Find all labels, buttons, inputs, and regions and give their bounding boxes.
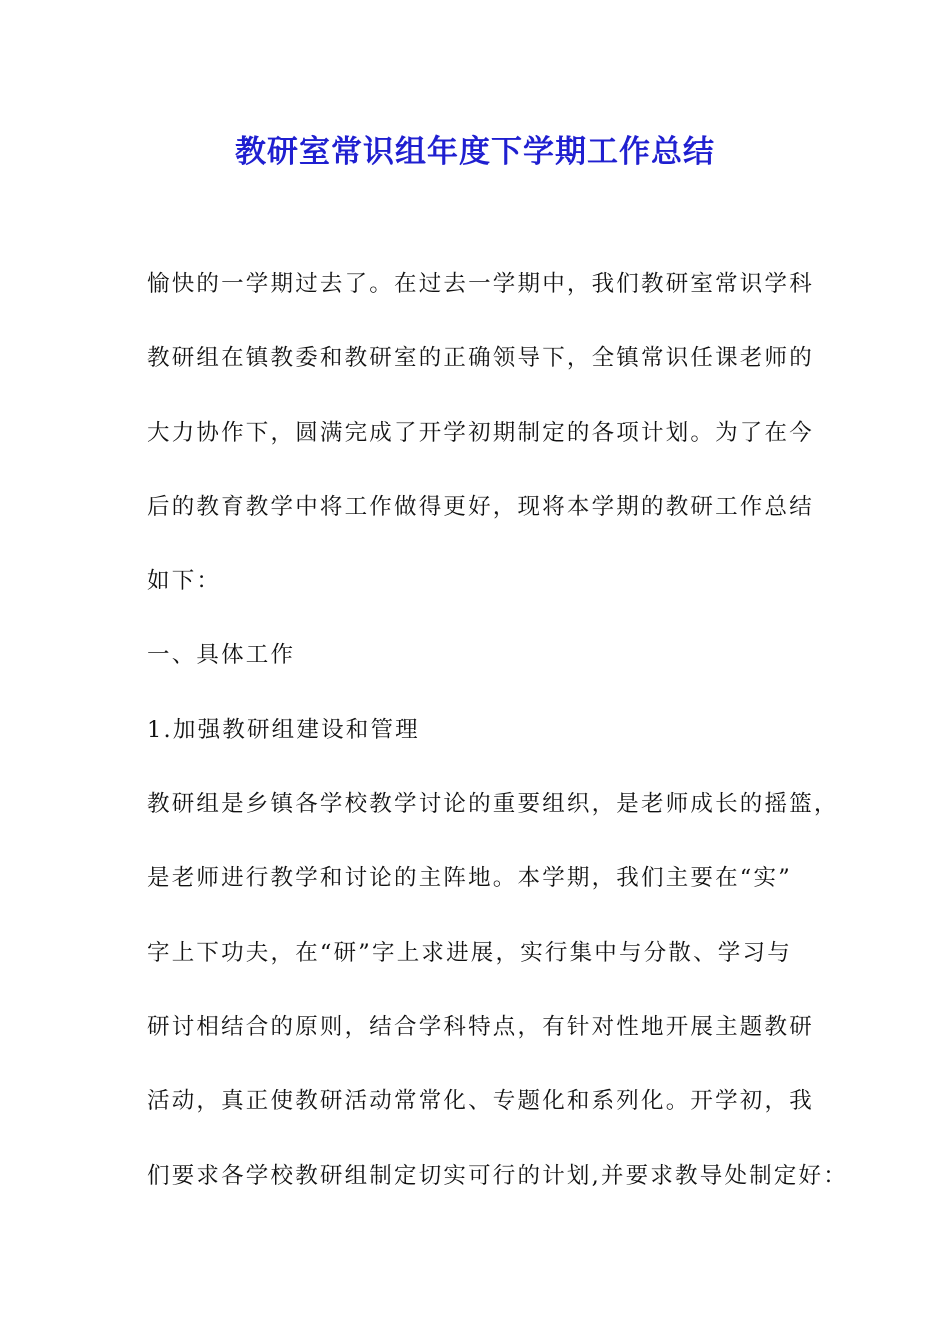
paragraph-line: 们要求各学校教研组制定切实可行的计划,并要求教导处制定好： — [147, 1162, 848, 1189]
paragraph-line: 如下： — [147, 568, 222, 595]
document-title: 教研室常识组年度下学期工作总结 — [235, 134, 715, 170]
paragraph-line: 后的教育教学中将工作做得更好，现将本学期的教研工作总结 — [147, 493, 814, 520]
paragraph-line: 研讨相结合的原则，结合学科特点，有针对性地开展主题教研 — [147, 1013, 814, 1040]
section-heading: 一、具体工作 — [147, 642, 296, 669]
paragraph-line: 是老师进行教学和讨论的主阵地。本学期，我们主要在“实” — [147, 865, 792, 892]
paragraph-line: 教研组是乡镇各学校教学讨论的重要组织，是老师成长的摇篮， — [147, 791, 839, 818]
paragraph-line: 活动，真正使教研活动常常化、专题化和系列化。开学初，我 — [147, 1088, 814, 1115]
subsection-heading: 1.加强教研组建设和管理 — [147, 716, 420, 743]
document-body — [147, 259, 848, 1225]
paragraph-line: 大力协作下，圆满完成了开学初期制定的各项计划。为了在今 — [147, 419, 814, 446]
paragraph-line: 愉快的一学期过去了。在过去一学期中，我们教研室常识学科 — [147, 271, 814, 297]
paragraph-line: 教研组在镇教委和教研室的正确领导下，全镇常识任课老师的 — [147, 345, 814, 372]
paragraph-line: 字上下功夫，在“研”字上求进展，实行集中与分散、学习与 — [147, 939, 792, 966]
